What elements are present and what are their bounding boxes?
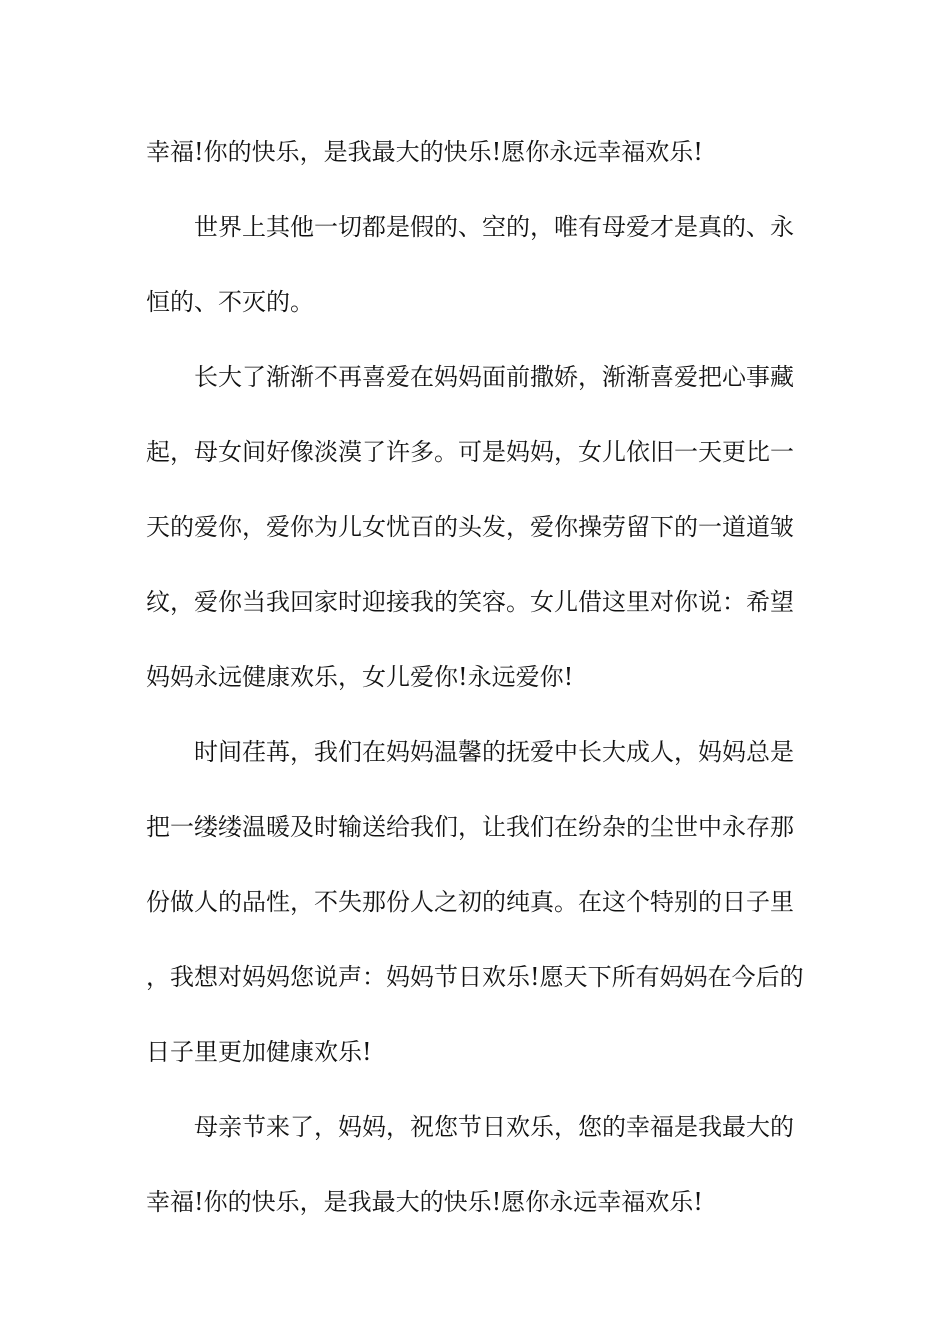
paragraph-daughter-love: 长大了渐渐不再喜爱在妈妈面前撒娇，渐渐喜爱把心事藏起，母女间好像淡漠了许多。可是妈妈，女儿依旧一天更比一天的爱你，爱你为儿女忧百的头发，爱你操劳留下的一道道皱纹，爱你当我回家时迎接我的笑容。女儿借这里对你说：希望妈妈永远健康欢乐，女儿爱你!永远爱你!	[146, 363, 794, 691]
paragraph-mother-love: 世界上其他一切都是假的、空的，唯有母爱才是真的、永恒的、不灭的。	[146, 213, 794, 316]
document-body	[146, 115, 816, 1240]
paragraph-continuation: 幸福!你的快乐，是我最大的快乐!愿你永远幸福欢乐!	[146, 138, 703, 166]
paragraph-mothers-day: 母亲节来了，妈妈，祝您节日欢乐，您的幸福是我最大的幸福!你的快乐，是我最大的快乐!愿你永远幸福欢乐!	[146, 1113, 794, 1216]
paragraph-time-passes: 时间荏苒，我们在妈妈温馨的抚爱中长大成人，妈妈总是把一缕缕温暖及时输送给我们，让我们在纷杂的尘世中永存那份做人的品性，不失那份人之初的纯真。在这个特别的日子里，我想对妈妈您说声：妈妈节日欢乐!愿天下所有妈妈在今后的日子里更加健康欢乐!	[146, 738, 804, 1066]
